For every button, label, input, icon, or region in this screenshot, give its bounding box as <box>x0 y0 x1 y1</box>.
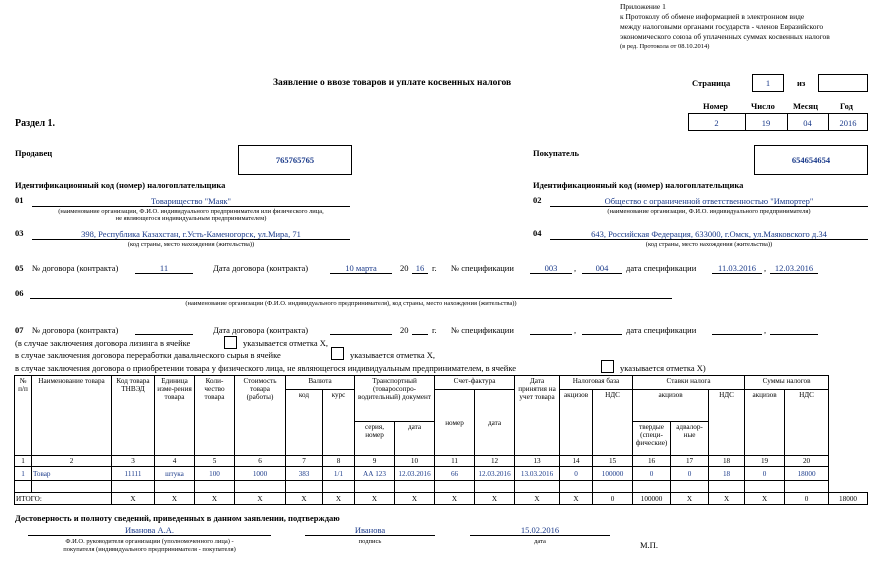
total-cell: X <box>560 493 593 505</box>
caption-sign: подпись <box>358 538 382 545</box>
buyer-inn: 654654654 <box>791 155 831 165</box>
spec1-value[interactable]: 003 <box>544 263 558 273</box>
line-01-num: 01 <box>15 195 24 205</box>
stamp-place: М.П. <box>640 540 658 550</box>
table-row-empty <box>15 481 868 493</box>
th-code: Код товара ТНВЭД <box>112 376 155 456</box>
col-number: 13 <box>515 456 560 467</box>
col-number: 14 <box>560 456 593 467</box>
column-number-row <box>15 456 868 467</box>
seller-name-caption: (наименование организации, Ф.И.О. индивидуального предпринимателя или физического лица, <box>58 208 324 215</box>
total-cell: X <box>435 493 475 505</box>
total-label: ИТОГО: <box>15 493 112 505</box>
cell[interactable]: 12.03.2016 <box>475 467 515 481</box>
col-number: 8 <box>323 456 355 467</box>
comma: , <box>574 325 577 335</box>
cell[interactable]: 100000 <box>593 467 633 481</box>
spec-date2-line <box>770 273 818 274</box>
total-cell: X <box>355 493 395 505</box>
total-cell: X <box>235 493 286 505</box>
line-07-num: 07 <box>15 325 24 335</box>
th-transport-date: дата <box>395 422 435 456</box>
cell[interactable]: 18 <box>709 467 745 481</box>
th-rates-excise: акцизов <box>633 390 709 422</box>
cell[interactable]: 1000 <box>235 467 286 481</box>
total-cell: X <box>475 493 515 505</box>
cell[interactable]: 1/1 <box>323 467 355 481</box>
th-cost: Стоимость товара (работы) <box>235 376 286 456</box>
col-number: 2 <box>32 456 112 467</box>
total-cell: 0 <box>593 493 633 505</box>
appendix-line: к Протоколу об обмене информацией в электронном виде <box>620 12 805 21</box>
total-cell: X <box>286 493 323 505</box>
cell[interactable]: Товар <box>32 467 112 481</box>
cell[interactable]: 0 <box>671 467 709 481</box>
spec-date1-line <box>712 273 762 274</box>
date-line <box>470 535 610 536</box>
caption-name: покупателя (индивидуального предпринимателя - покупателя) <box>63 546 236 553</box>
total-cell: X <box>515 493 560 505</box>
line-06-num: 06 <box>15 288 24 298</box>
col-number: 1 <box>15 456 32 467</box>
line-05-num: 05 <box>15 263 24 273</box>
contract-value[interactable]: 11 <box>159 263 169 273</box>
col-number: 4 <box>155 456 195 467</box>
col-number: 11 <box>435 456 475 467</box>
caption-date: дата <box>534 538 546 545</box>
total-cell: 0 <box>785 493 829 505</box>
th-rates-vat: НДС <box>709 390 745 456</box>
spec2-line[interactable] <box>582 334 622 335</box>
comma: , <box>764 325 767 335</box>
page-label: Страница <box>692 78 731 88</box>
processing-note-end: указывается отметка Х, <box>350 350 436 360</box>
seller-label: Продавец <box>15 148 53 158</box>
total-cell: X <box>395 493 435 505</box>
year-suffix: г. <box>432 325 437 335</box>
head-name[interactable]: Иванова А.А. <box>125 525 174 535</box>
th-advalorem: адвалор-ные <box>671 422 709 456</box>
spec-date-label: дата спецификации <box>626 325 697 335</box>
th-inv-date: дата <box>475 390 515 456</box>
total-row <box>15 493 868 505</box>
th-invoice: Счет-фактура <box>435 376 515 390</box>
th-inv-number: номер <box>435 390 475 456</box>
total-cell: X <box>195 493 235 505</box>
leasing-note-end: указывается отметка Х, <box>243 338 329 348</box>
spec-date1-line[interactable] <box>712 334 762 335</box>
seller-name[interactable]: Товарищество "Маяк" <box>151 196 231 206</box>
seller-address-line <box>32 239 350 240</box>
col-number: 7 <box>286 456 323 467</box>
comma: , <box>574 263 577 273</box>
signature-line <box>305 535 435 536</box>
spec1-line[interactable] <box>530 334 572 335</box>
buyer-address[interactable]: 643, Российская Федерация, 633000, г.Омск, ул.Маяковского д.34 <box>591 229 827 239</box>
seller-id-label: Идентификационный код (номер) налогоплательщика <box>15 180 226 190</box>
th-base-excise: акцизов <box>560 390 593 456</box>
spec-label: № спецификации <box>451 263 514 273</box>
individual-note-end: указывается отметка Х) <box>620 363 706 373</box>
appendix-title: Приложение 1 <box>620 2 666 11</box>
contract-date-value[interactable]: 10 марта <box>345 263 377 273</box>
sign-date[interactable]: 15.02.2016 <box>520 525 560 535</box>
appendix-line: (в ред. Протокола от 08.10.2014) <box>620 43 710 50</box>
form-title: Заявление о ввозе товаров и уплате косвенных налогов <box>273 78 512 88</box>
leasing-note: (в случае заключения договора лизинга в ячейке <box>15 338 191 348</box>
contract07-line[interactable] <box>135 334 193 335</box>
col-number: 5 <box>195 456 235 467</box>
cell[interactable]: 0 <box>745 467 785 481</box>
th-tax-sums: Суммы налогов <box>745 376 829 390</box>
cell[interactable]: 0 <box>560 467 593 481</box>
cell[interactable]: 0 <box>633 467 671 481</box>
col-number: 12 <box>475 456 515 467</box>
col-number: 19 <box>745 456 785 467</box>
year-suffix: г. <box>432 263 437 273</box>
year-line[interactable] <box>412 334 428 335</box>
table-row <box>15 467 868 481</box>
contract-date-label: Дата договора (контракта) <box>213 325 309 335</box>
section-title: Раздел 1. <box>15 118 56 129</box>
seller-address[interactable]: 398, Республика Казахстан, г.Усть-Каменогорск, ул.Мира, 71 <box>81 229 301 239</box>
line-02-num: 02 <box>533 195 542 205</box>
buyer-name-caption: (наименование организации, Ф.И.О. индивидуального предпринимателя) <box>607 208 811 215</box>
th-series: серия, номер <box>355 422 395 456</box>
appendix-line: экономического союза об уплаченных суммах косвенных налогов <box>620 32 830 41</box>
contract-label: № договора (контракта) <box>32 325 119 335</box>
year-line <box>412 273 428 274</box>
total-cell: X <box>323 493 355 505</box>
line-04-num: 04 <box>533 228 542 238</box>
col-number: 6 <box>235 456 286 467</box>
contract07-date-line[interactable] <box>330 334 392 335</box>
cell[interactable]: АА 123 <box>355 467 395 481</box>
total-cell: X <box>709 493 745 505</box>
buyer-name-line <box>550 206 868 207</box>
th-solid: твердые (специ-фические) <box>633 422 671 456</box>
cell[interactable]: 383 <box>286 467 323 481</box>
th-qty: Коли-чество товара <box>195 376 235 456</box>
th-currency-rate: курс <box>323 390 355 456</box>
line-06-caption: (наименование организации (Ф.И.О. индивидуального предпринимателя), код страны, место нахождения (жительства)) <box>185 300 517 307</box>
spec-date2[interactable]: 12.03.2016 <box>774 263 814 273</box>
col-number: 10 <box>395 456 435 467</box>
signature[interactable]: Иванова <box>354 525 386 535</box>
th-accept-date: Дата принятия на учет товара <box>515 376 560 456</box>
year-prefix: 20 <box>400 325 409 335</box>
seller-address-caption: (код страны, место нахождения (жительства)) <box>127 241 255 248</box>
cell[interactable]: 66 <box>435 467 475 481</box>
individual-note: в случае заключения договора о приобретении товара у физического лица, не являющегося индивидуальным предпринимателем, в ячейке <box>15 363 517 373</box>
spec2-line <box>582 273 622 274</box>
cell[interactable]: штука <box>155 467 195 481</box>
total-cell: X <box>155 493 195 505</box>
year-value[interactable]: 2016 <box>839 118 857 128</box>
th-tax-base: Налоговая база <box>560 376 633 390</box>
caption-name: Ф.И.О. руководителя организации (уполномоченного лица) - <box>65 538 234 545</box>
comma: , <box>764 263 767 273</box>
spec-date2-line[interactable] <box>770 334 818 335</box>
th-unit: Единица изме-рения товара <box>155 376 195 456</box>
th-sums-vat: НДС <box>785 390 829 456</box>
contract-date-line <box>330 273 392 274</box>
spec-label: № спецификации <box>451 325 514 335</box>
individual-checkbox[interactable] <box>601 360 614 373</box>
appendix-line: между налоговыми органами государств - членов Евразийского <box>620 22 824 31</box>
cell[interactable]: 1 <box>15 467 32 481</box>
number-label: Номер <box>703 101 728 111</box>
col-number: 15 <box>593 456 633 467</box>
buyer-id-label: Идентификационный код (номер) налогоплательщика <box>533 180 744 190</box>
total-cell: X <box>671 493 709 505</box>
buyer-address-caption: (код страны, место нахождения (жительства)) <box>645 241 773 248</box>
processing-checkbox[interactable] <box>331 347 344 360</box>
cell[interactable]: 18000 <box>785 467 829 481</box>
col-number: 18 <box>709 456 745 467</box>
year-prefix: 20 <box>400 263 409 273</box>
spec-date1[interactable]: 11.03.2016 <box>718 263 756 273</box>
buyer-name[interactable]: Общество с ограниченной ответственностью "Импортер" <box>604 196 814 206</box>
col-number: 17 <box>671 456 709 467</box>
th-currency: Валюта <box>286 376 355 390</box>
col-number: 20 <box>785 456 829 467</box>
year-value[interactable]: 16 <box>415 263 425 273</box>
day-value[interactable]: 19 <box>761 118 771 128</box>
cell[interactable]: 100 <box>195 467 235 481</box>
col-number: 3 <box>112 456 155 467</box>
year-label: Год <box>840 101 853 111</box>
col-number: 9 <box>355 456 395 467</box>
page-value: 1 <box>765 78 771 88</box>
total-cell: X <box>745 493 785 505</box>
processing-note: в случае заключения договора переработки давальческого сырья в ячейке <box>15 350 281 360</box>
th-tax-rates: Ставки налога <box>633 376 745 390</box>
seller-name-line <box>32 206 350 207</box>
total-cell: 18000 <box>829 493 868 505</box>
month-value[interactable]: 04 <box>803 118 812 128</box>
of-field[interactable] <box>818 74 868 92</box>
confirm-text: Достоверность и полноту сведений, приведенных в данном заявлении, подтверждаю <box>15 513 340 523</box>
cell[interactable]: 11111 <box>112 467 155 481</box>
leasing-checkbox[interactable] <box>224 336 237 349</box>
col-number: 16 <box>633 456 671 467</box>
total-cell: 100000 <box>633 493 671 505</box>
buyer-label: Покупатель <box>533 148 580 158</box>
th-transport: Транспортный (товаросопро-водительный) документ <box>355 376 435 422</box>
month-label: Месяц <box>793 101 819 111</box>
goods-table <box>14 375 868 505</box>
line-06-field[interactable] <box>30 298 672 299</box>
buyer-address-line <box>550 239 868 240</box>
number-value[interactable]: 2 <box>714 118 719 128</box>
seller-inn: 765765765 <box>275 155 315 165</box>
contract-label: № договора (контракта) <box>32 263 119 273</box>
th-base-vat: НДС <box>593 390 633 456</box>
cell[interactable]: 12.03.2016 <box>395 467 435 481</box>
th-name: Наименование товара <box>32 376 112 456</box>
day-label: Число <box>751 101 775 111</box>
th-currency-code: код <box>286 390 323 456</box>
seller-name-caption: не являющегося индивидуальным предпринимателем) <box>115 215 267 222</box>
contract-line <box>135 273 193 274</box>
contract-date-label: Дата договора (контракта) <box>213 263 309 273</box>
th-num: № п/п <box>15 376 32 456</box>
spec2-value[interactable]: 004 <box>595 263 609 273</box>
total-cell: X <box>112 493 155 505</box>
th-sums-excise: акцизов <box>745 390 785 456</box>
spec1-line <box>530 273 572 274</box>
head-name-line <box>28 535 271 536</box>
of-label: из <box>797 78 806 88</box>
spec-date-label: дата спецификации <box>626 263 697 273</box>
line-03-num: 03 <box>15 228 24 238</box>
cell[interactable]: 13.03.2016 <box>515 467 560 481</box>
